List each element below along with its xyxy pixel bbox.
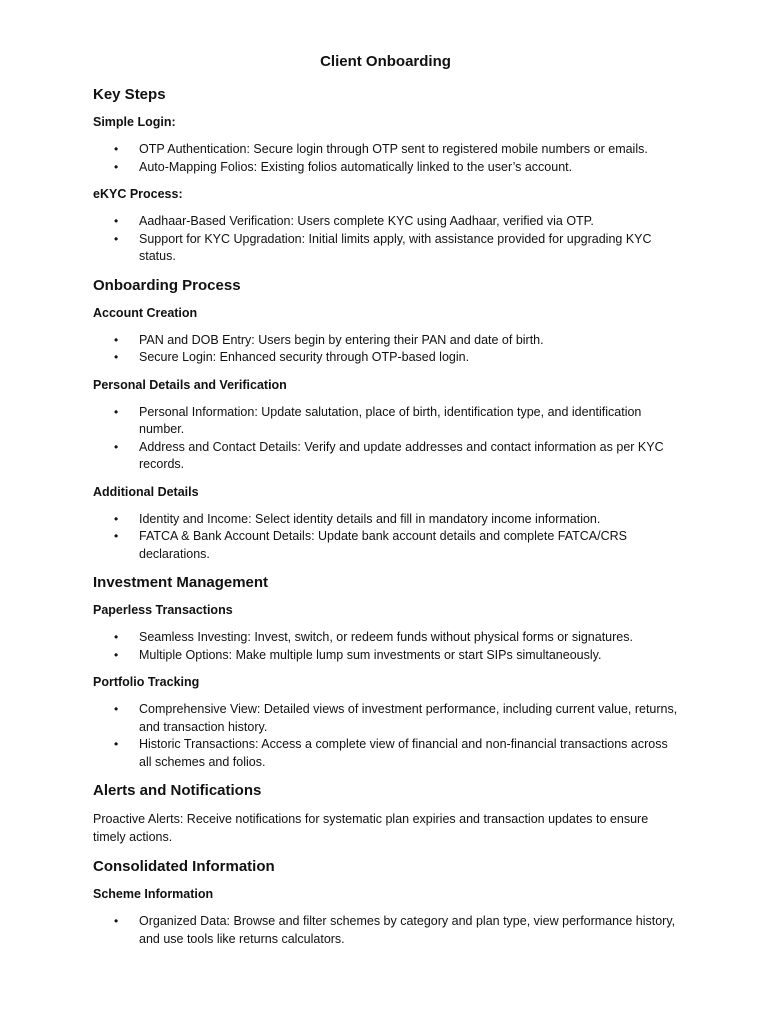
list-item [93,213,678,231]
bullet-icon: • [114,350,119,364]
bullet-icon: • [114,914,119,928]
list-simple-login [93,141,678,176]
bullet-icon: • [114,511,119,526]
list-item-text: FATCA & Bank Account Details: Update bank account details and complete FATCA/CRS declarations. [139,529,627,561]
bullet-icon: • [114,647,119,662]
list-item-text: Historic Transactions: Access a complete view of financial and non-financial transactions across all schemes and folios. [139,737,668,769]
subheading-personal-details: Personal Details and Verification [93,377,287,392]
heading-key-steps: Key Steps [93,86,166,103]
list-item [93,231,678,266]
list-item-text: Comprehensive View: Detailed views of investment performance, including current value, returns, and transaction history. [139,702,678,734]
bullet-icon: • [114,439,119,454]
heading-alerts-notifications: Alerts and Notifications [93,782,262,799]
list-item [93,736,678,771]
list-item-text: Identity and Income: Select identity details and fill in mandatory income information. [139,511,601,526]
list-item-text: PAN and DOB Entry: Users begin by entering their PAN and date of birth. [139,332,544,347]
list-item [93,647,678,665]
bullet-icon: • [114,214,119,228]
list-item [93,913,678,948]
list-personal-details [93,404,678,474]
bullet-icon: • [114,737,119,751]
subheading-additional-details: Additional Details [93,484,199,499]
list-item [93,439,678,474]
list-scheme-information [93,913,678,948]
bullet-icon: • [114,630,119,644]
subheading-simple-login: Simple Login: [93,115,176,129]
list-item [93,141,678,159]
bullet-icon: • [114,404,119,419]
document-title: Client Onboarding [320,53,451,70]
subheading-scheme-information: Scheme Information [93,887,214,901]
subheading-ekyc: eKYC Process: [93,187,183,201]
heading-consolidated-information: Consolidated Information [93,858,275,875]
list-item [93,332,678,350]
list-item-text: Address and Contact Details: Verify and update addresses and contact information as per KYC records. [139,439,664,471]
list-additional-details [93,511,678,564]
list-item [93,701,678,736]
list-ekyc [93,213,678,266]
bullet-icon: • [114,142,119,156]
list-item [93,528,678,563]
heading-investment-management: Investment Management [93,574,269,591]
list-item-text: Auto-Mapping Folios: Existing folios automatically linked to the user’s account. [139,159,573,174]
heading-onboarding-process: Onboarding Process [93,276,241,294]
list-item-text: Secure Login: Enhanced security through OTP-based login. [139,350,470,364]
list-item-text: OTP Authentication: Secure login through OTP sent to registered mobile numbers or emails. [139,142,648,156]
subheading-paperless-transactions: Paperless Transactions [93,603,233,617]
list-item-text: Seamless Investing: Invest, switch, or redeem funds without physical forms or signatures. [139,630,633,644]
list-item [93,404,678,439]
bullet-icon: • [114,529,119,543]
bullet-icon: • [114,332,119,347]
bullet-icon: • [114,702,119,716]
paragraph-proactive-alerts: Proactive Alerts: Receive notifications for systematic plan expiries and transaction updates to ensure timely actions. [93,812,649,844]
list-item-text: Support for KYC Upgradation: Initial limits apply, with assistance provided for upgrading KYC status. [139,231,652,263]
list-item-text: Aadhaar-Based Verification: Users complete KYC using Aadhaar, verified via OTP. [139,214,594,228]
bullet-icon: • [114,159,119,174]
list-item [93,629,678,647]
list-portfolio-tracking [93,701,678,771]
list-item [93,159,678,177]
list-paperless-transactions [93,629,678,664]
list-item-text: Organized Data: Browse and filter schemes by category and plan type, view performance history, and use tools like returns calculators. [139,914,676,946]
list-item [93,511,678,529]
list-item-text: Personal Information: Update salutation, place of birth, identification type, and identification number. [139,404,642,436]
list-item [93,349,678,367]
list-item-text: Multiple Options: Make multiple lump sum investments or start SIPs simultaneously. [139,647,602,662]
list-account-creation [93,332,678,367]
subheading-account-creation: Account Creation [93,305,198,320]
subheading-portfolio-tracking: Portfolio Tracking [93,675,200,689]
bullet-icon: • [114,231,119,246]
